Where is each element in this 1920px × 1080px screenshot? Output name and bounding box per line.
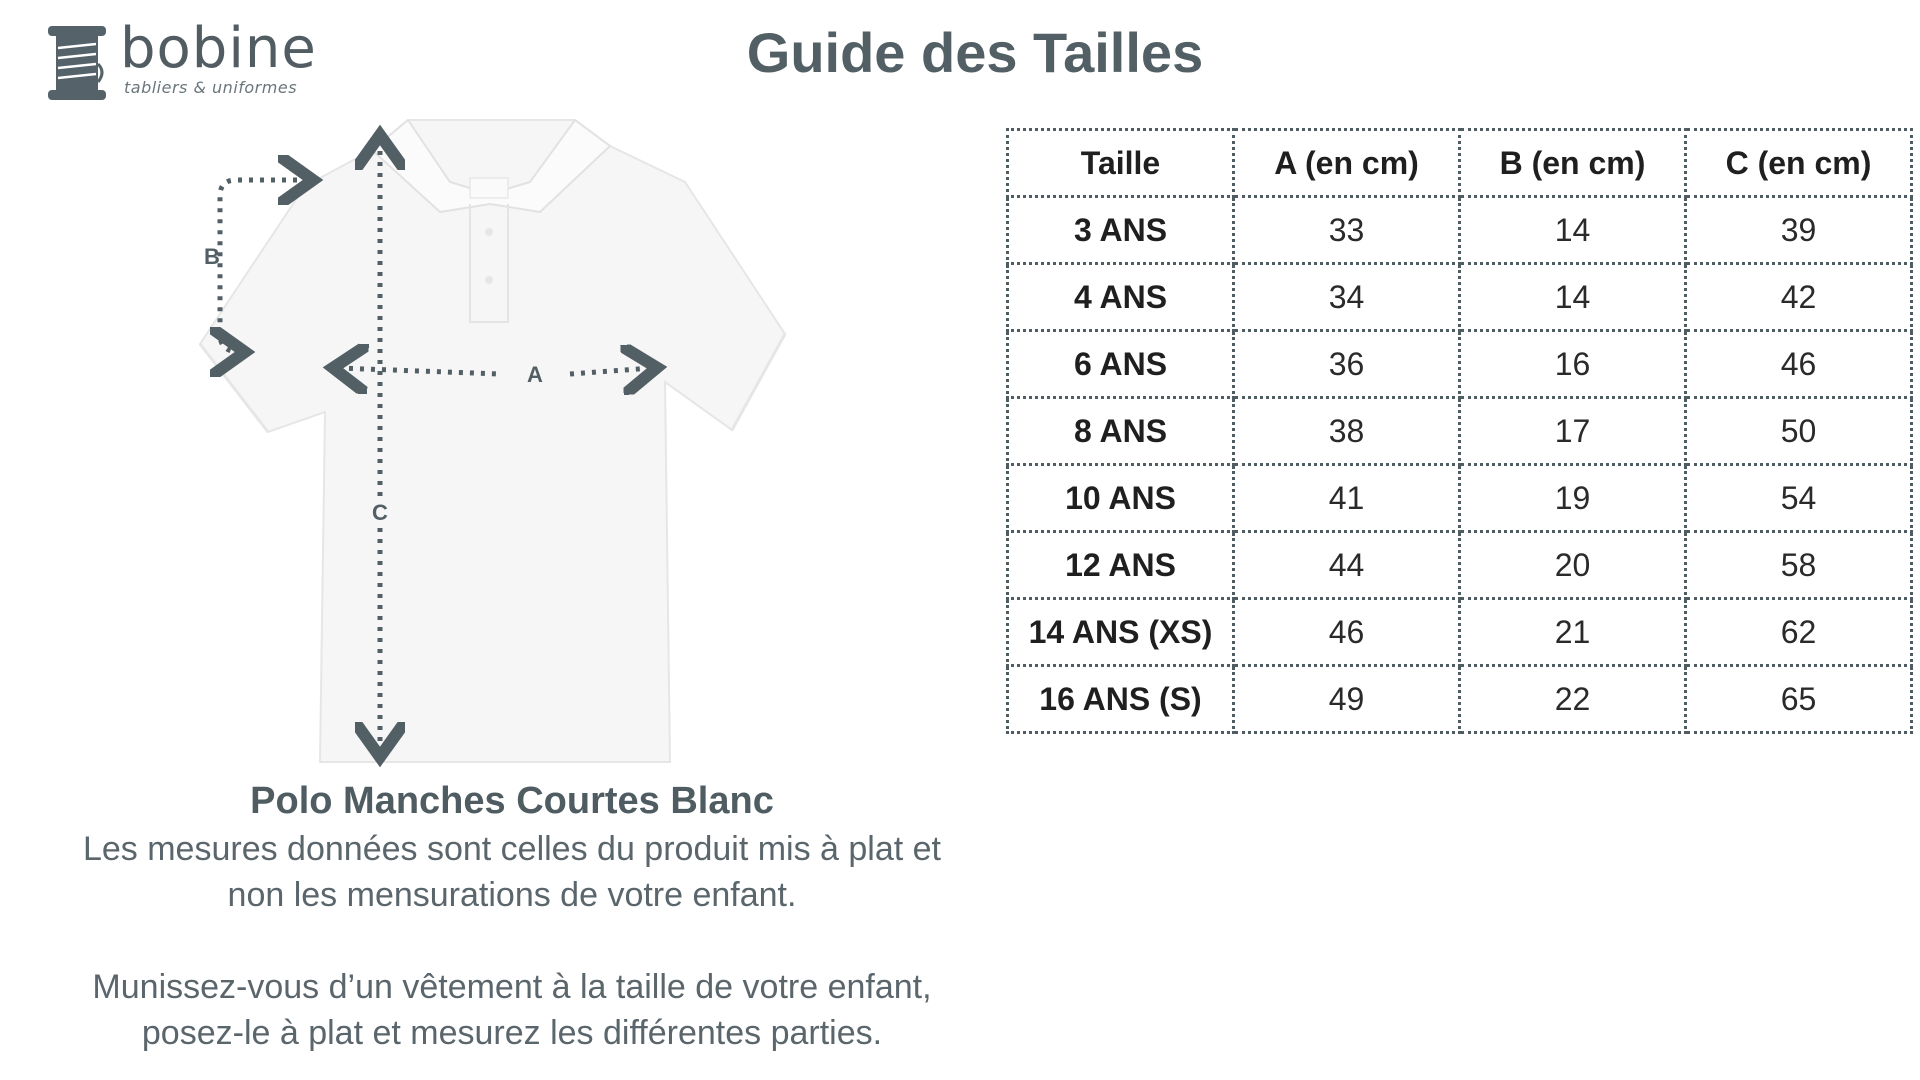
value-c: 58 (1686, 532, 1912, 599)
value-b: 20 (1460, 532, 1686, 599)
value-c: 54 (1686, 465, 1912, 532)
size-cell: 10 ANS (1008, 465, 1234, 532)
value-c: 50 (1686, 398, 1912, 465)
size-cell: 4 ANS (1008, 264, 1234, 331)
table-row (1008, 331, 1912, 398)
size-table (1006, 128, 1913, 734)
table-row (1008, 532, 1912, 599)
table-header-row (1008, 130, 1912, 197)
value-a: 49 (1234, 666, 1460, 733)
size-cell: 16 ANS (S) (1008, 666, 1234, 733)
table-row (1008, 398, 1912, 465)
value-a: 36 (1234, 331, 1460, 398)
value-a: 34 (1234, 264, 1460, 331)
table-row (1008, 599, 1912, 666)
value-a: 33 (1234, 197, 1460, 264)
size-cell: 3 ANS (1008, 197, 1234, 264)
header-a: A (en cm) (1234, 130, 1460, 197)
value-c: 42 (1686, 264, 1912, 331)
size-cell: 8 ANS (1008, 398, 1234, 465)
table-row (1008, 666, 1912, 733)
value-a: 44 (1234, 532, 1460, 599)
value-b: 17 (1460, 398, 1686, 465)
value-b: 22 (1460, 666, 1686, 733)
value-b: 14 (1460, 197, 1686, 264)
size-cell: 6 ANS (1008, 331, 1234, 398)
measurement-note-line1: Les mesures données sont celles du produit mis à plat et (82, 830, 942, 868)
value-a: 38 (1234, 398, 1460, 465)
instructions-line1: Munissez-vous d’un vêtement à la taille de votre enfant, (92, 968, 932, 1006)
value-c: 62 (1686, 599, 1912, 666)
value-c: 46 (1686, 331, 1912, 398)
value-c: 65 (1686, 666, 1912, 733)
logo-wordmark: bobine (120, 16, 317, 81)
table-row (1008, 465, 1912, 532)
header-taille: Taille (1008, 130, 1234, 197)
value-a: 46 (1234, 599, 1460, 666)
measurement-note (0, 826, 1024, 918)
instructions-line2: posez-le à plat et mesurez les différentes parties. (141, 1014, 883, 1052)
value-b: 14 (1460, 264, 1686, 331)
measurement-note-line2: non les mensurations de votre enfant. (227, 876, 797, 914)
product-name: Polo Manches Courtes Blanc (250, 780, 774, 822)
label-a: A (527, 362, 543, 387)
table-row (1008, 264, 1912, 331)
polo-diagram (180, 112, 820, 772)
value-c: 39 (1686, 197, 1912, 264)
label-b: B (204, 244, 220, 269)
measuring-instructions (0, 964, 1024, 1056)
header-c: C (en cm) (1686, 130, 1912, 197)
header-b: B (en cm) (1460, 130, 1686, 197)
value-b: 21 (1460, 599, 1686, 666)
value-a: 41 (1234, 465, 1460, 532)
label-c: C (372, 500, 388, 525)
size-cell: 12 ANS (1008, 532, 1234, 599)
size-cell: 14 ANS (XS) (1008, 599, 1234, 666)
polo-shirt-shape (200, 120, 785, 762)
value-b: 16 (1460, 331, 1686, 398)
value-b: 19 (1460, 465, 1686, 532)
table-row (1008, 197, 1912, 264)
logo-tagline: tabliers & uniformes (124, 78, 298, 97)
page-title: Guide des Tailles (746, 21, 1204, 84)
